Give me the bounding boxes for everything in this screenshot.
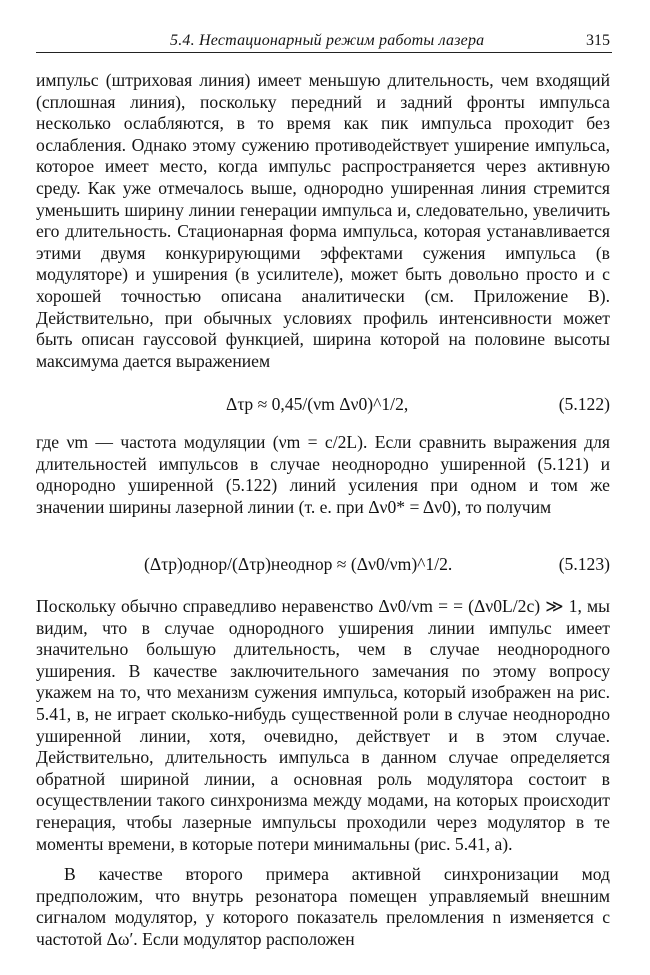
equation-5-123 bbox=[36, 554, 610, 580]
equation-number: (5.123) bbox=[558, 554, 610, 574]
paragraph-4: В качестве второго примера активной синхронизации мод предположим, что внутрь резонатора помещен управляемый внешним сигналом модулятор, у которого показатель преломления n изменяется с частотой Δω′. Если модулятор расположен bbox=[36, 864, 610, 949]
equation-body: Δτp ≈ 0,45/(νm Δν0)^1/2, bbox=[226, 394, 409, 414]
running-head: 5.4. Нестационарный режим работы лазера bbox=[170, 32, 485, 49]
paragraph-3: Поскольку обычно справедливо неравенство Δν0/νm = = (Δν0L/2c) ≫ 1, мы видим, что в случае однородного уширения линии импульс имеет значительно большую длительность, чем в случае неоднородного уширения. В качестве заключительного замечания по этому вопросу укажем на то, что механизм сужения импульса, который изображен на рис. 5.41, в, не играет сколько-нибудь существенной роли в случае неоднородно уширенной линии, хотя, очевидно, действует и в этом случае. Действительно, длительность импульса в данном случае определяется обратной шириной линии, а основная роль модулятора состоит в осуществлении такого синхронизма между модами, на которых происходит генерация, чтобы лазерные импульсы проходили через модулятор в те моменты времени, в которые потери минимальны (рис. 5.41, а). bbox=[36, 596, 610, 854]
equation-body: (Δτp)однор/(Δτp)неоднор ≈ (Δν0/νm)^1/2. bbox=[144, 554, 453, 574]
paragraph-1: импульс (штриховая линия) имеет меньшую длительность, чем входящий (сплошная линия), поскольку передний и задний фронты импульса несколько ослабляются, в то время как пик импульса проходит без ослабления. Однако этому сужению противодействует уширение импульса, которое имеет место, когда импульс распространяется через активную среду. Как уже отмечалось выше, однородно уширенная линия стремится уменьшить ширину линии генерации импульса и, следовательно, увеличить его длительность. Стационарная форма импульса, которая устанавливается этими двумя конкурирующими эффектами сужения импульса (в модуляторе) и уширения (в усилителе), может быть довольно просто и с хорошей точностью описана аналитически (см. Приложение В). Действительно, при обычных условиях профиль интенсивности может быть описан гауссовой функцией, ширина которой на половине высоты максимума дается выражением bbox=[36, 70, 610, 371]
equation-number: (5.122) bbox=[558, 394, 610, 414]
paragraph-2: где νm — частота модуляции (νm = c/2L). Если сравнить выражения для длительностей импульсов в случае неоднородно уширенной (5.121) и однородно уширенной (5.122) линий усиления при одном и том же значении ширины лазерной линии (т. е. при Δν0* = Δν0), то получим bbox=[36, 432, 610, 517]
equation-5-122 bbox=[36, 394, 610, 420]
page-header bbox=[36, 28, 612, 53]
page-number: 315 bbox=[586, 32, 610, 49]
